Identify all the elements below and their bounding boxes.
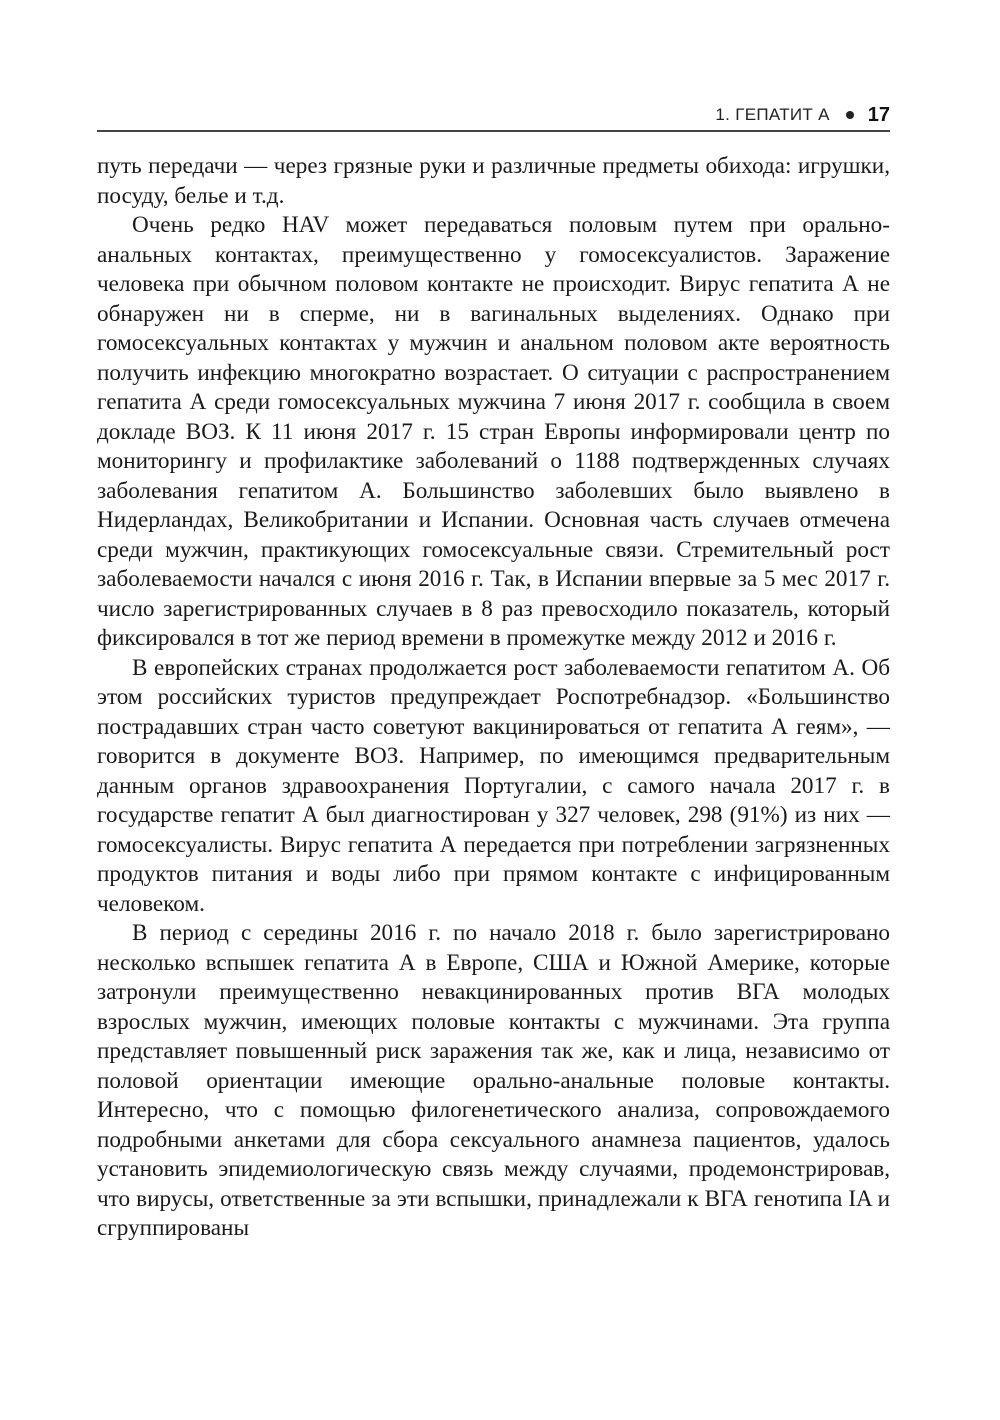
body-text [97, 152, 890, 1244]
paragraph-europe-growth: В европейских странах продолжается рост заболеваемости гепатитом А. Об этом российских туристов предупреждает Роспотребнадзор. «Большинство пострадавших стран часто советуют вакцинироваться от гепатита А геям», — говорится в документе ВОЗ. Например, по имеющимся предварительным данным органов здравоохранения Португалии, с самого начала 2017 г. в государстве гепатит А был диагностирован у 327 человек, 298 (91%) из них — гомосексуалисты. Вирус гепатита А передается при потреблении загрязненных продуктов питания и воды либо при прямом контакте с инфицированным человеком. [97, 654, 890, 917]
running-head: 1. ГЕПАТИТ А [715, 105, 830, 124]
page-header [97, 100, 890, 132]
paragraph-continuation: путь передачи — через грязные руки и различные предметы обихода: игрушки, посуду, белье и т.д. [97, 153, 890, 209]
paragraph-hav-transmission: Очень редко HAV может передаваться половым путем при орально-анальных контактах, преимущественно у гомосексуалистов. Заражение человека при обычном половом контакте не происходит. Вирус гепатита А не обнаружен ни в сперме, ни в вагинальных выделениях. Однако при гомосексуальных контактах у мужчин и анальном половом акте вероятность получить инфекцию многократно возрастает. О ситуации с распространением гепатита А среди гомосексуальных мужчина 7 июня 2017 г. сообщила в своем докладе ВОЗ. К 11 июня 2017 г. 15 стран Европы информировали центр по мониторингу и профилактике заболеваний о 1188 подтвержденных случаях заболевания гепатитом А. Большинство заболевших было выявлено в Нидерландах, Великобритании и Испании. Основная часть случаев отмечена среди мужчин, практикующих гомосексуальные связи. Стремительный рост заболеваемости начался с июня 2016 г. Так, в Испании впервые за 5 мес 2017 г. число зарегистрированных случаев в 8 раз превосходило показатель, который фиксировался в тот же период времени в промежутке между 2012 и 2016 г. [97, 212, 890, 651]
page-number: 17 [867, 103, 890, 126]
bullet-separator-icon [846, 111, 854, 119]
paragraph-outbreaks: В период с середины 2016 г. по начало 2018 г. было зарегистрировано несколько вспышек гепатита А в Европе, США и Южной Америке, которые затронули преимущественно невакцинированных против ВГА молодых взрослых мужчин, имеющих половые контакты с мужчинами. Эта группа представляет повышенный риск заражения так же, как и лица, независимо от половой ориентации имеющие орально-анальные половые контакты. Интересно, что с помощью филогенетического анализа, сопровождаемого подробными анкетами для сбора сексуального анамнеза пациентов, удалось установить эпидемиологическую связь между случаями, продемонстрировав, что вирусы, ответственные за эти вспышки, принадлежали к ВГА генотипа IA и сгруппированы [97, 920, 890, 1241]
